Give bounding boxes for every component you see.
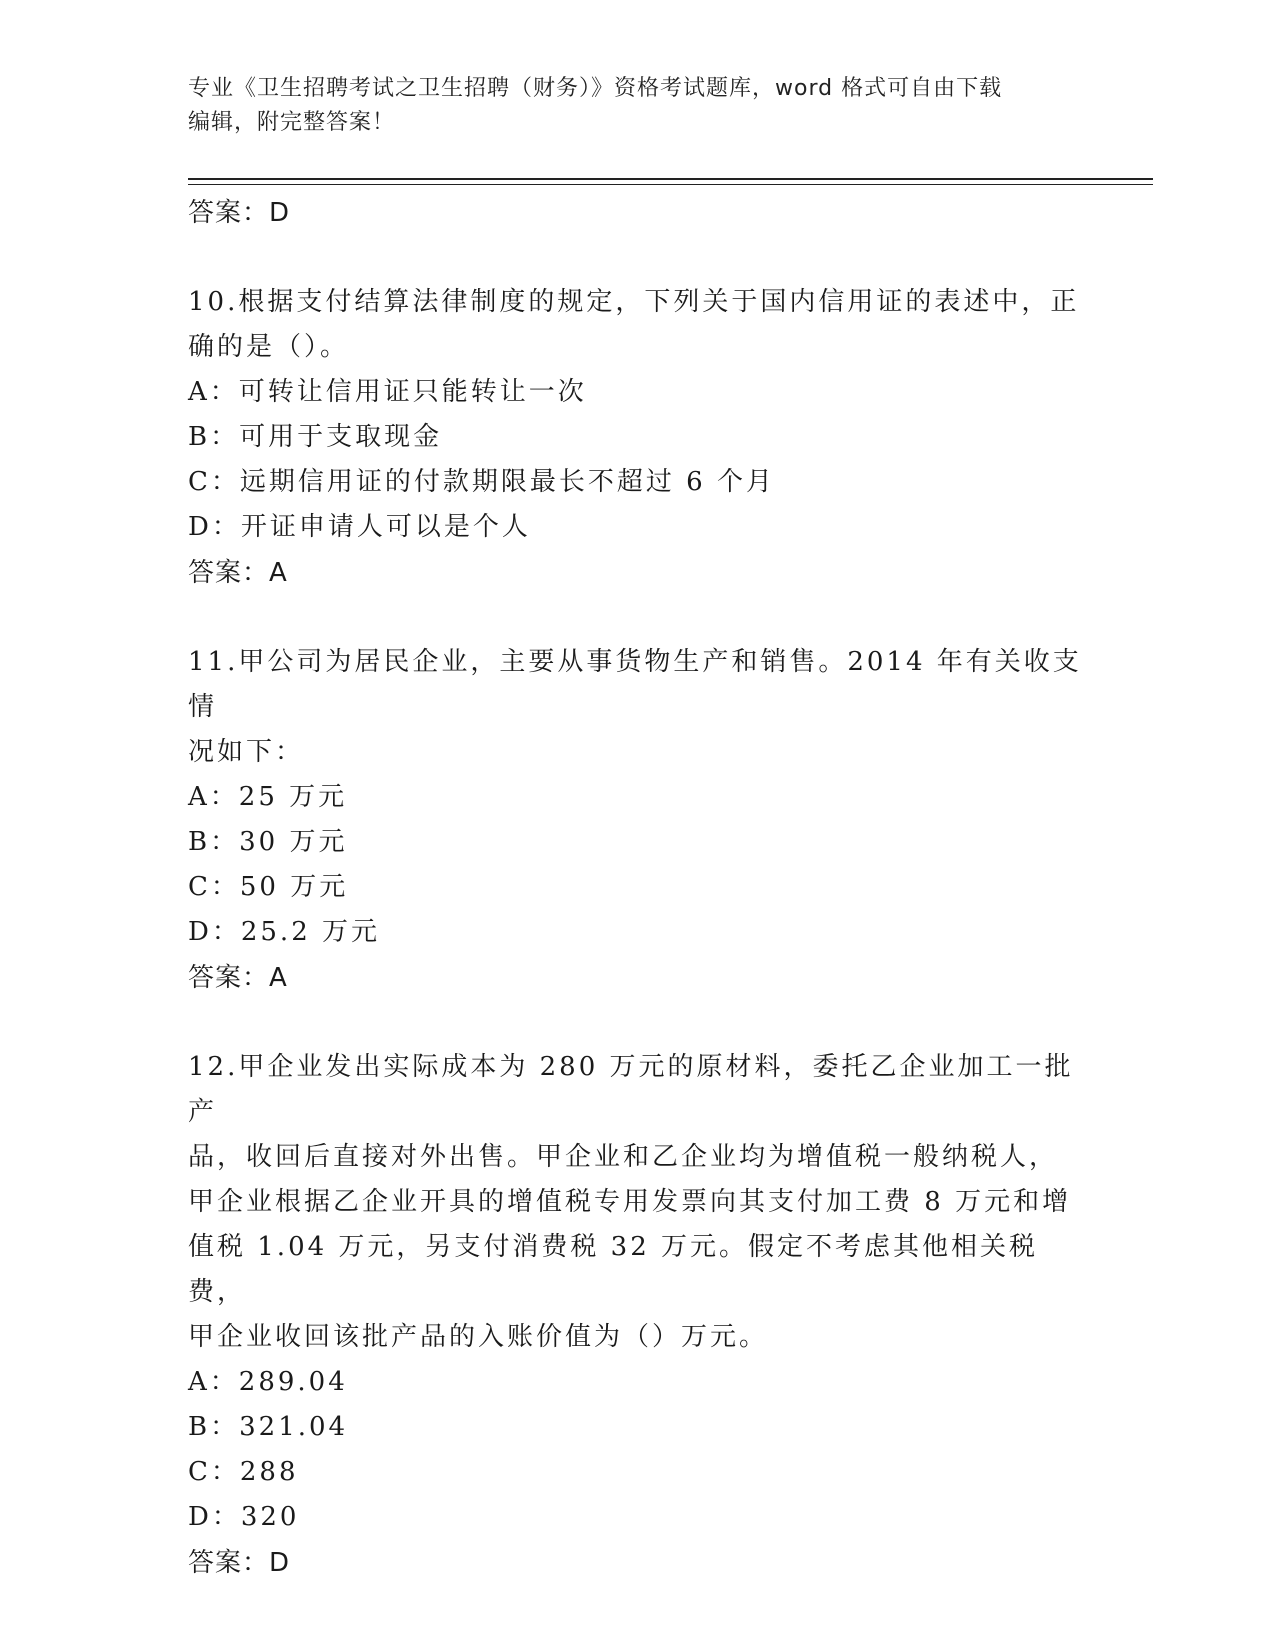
stem-line: 确的是（）。 xyxy=(188,332,350,362)
question-11 xyxy=(188,640,1088,1001)
header-divider-thin xyxy=(188,184,1153,185)
option-b: B：321.04 xyxy=(188,1412,349,1442)
stem-line: 甲企业收回该批产品的入账价值为（）万元。 xyxy=(188,1322,769,1352)
stem-line: 12.甲企业发出实际成本为 280 万元的原材料，委托乙企业加工一批产 xyxy=(188,1052,1074,1127)
answer: 答案：D xyxy=(188,1548,291,1578)
option-d: D：25.2 万元 xyxy=(188,917,381,947)
stem-line: 11.甲公司为居民企业，主要从事货物生产和销售。2014 年有关收支情 xyxy=(188,647,1082,722)
stem-line: 品，收回后直接对外出售。甲企业和乙企业均为增值税一般纳税人， xyxy=(188,1142,1059,1172)
option-a: A：25 万元 xyxy=(188,782,348,812)
previous-answer: 答案：D xyxy=(188,198,291,228)
stem-line: 况如下： xyxy=(188,737,305,767)
header-divider-thick xyxy=(188,178,1153,180)
document-header xyxy=(188,72,1088,140)
option-d: D：320 xyxy=(188,1502,300,1532)
stem-line: 10.根据支付结算法律制度的规定，下列关于国内信用证的表述中，正 xyxy=(188,287,1080,317)
option-b: B：可用于支取现金 xyxy=(188,422,443,452)
document-body xyxy=(188,190,1088,1586)
option-c: C：288 xyxy=(188,1457,299,1487)
option-a: A：289.04 xyxy=(188,1367,348,1397)
option-c: C：50 万元 xyxy=(188,872,349,902)
option-c: C：远期信用证的付款期限最长不超过 6 个月 xyxy=(188,467,775,497)
option-d: D：开证申请人可以是个人 xyxy=(188,512,531,542)
question-stem xyxy=(188,280,1088,370)
stem-line: 甲企业根据乙企业开具的增值税专用发票向其支付加工费 8 万元和增 xyxy=(188,1187,1072,1217)
header-line-1: 专业《卫生招聘考试之卫生招聘（财务）》资格考试题库，word 格式可自由下载 xyxy=(188,76,1003,101)
question-stem xyxy=(188,640,1088,775)
question-10 xyxy=(188,280,1088,596)
answer: 答案：A xyxy=(188,558,288,588)
option-a: A：可转让信用证只能转让一次 xyxy=(188,377,587,407)
answer: 答案：A xyxy=(188,963,288,993)
stem-line: 值税 1.04 万元，另支付消费税 32 万元。假定不考虑其他相关税费， xyxy=(188,1232,1039,1307)
question-stem xyxy=(188,1045,1088,1360)
option-b: B：30 万元 xyxy=(188,827,348,857)
header-line-2: 编辑，附完整答案！ xyxy=(188,110,396,135)
question-12 xyxy=(188,1045,1088,1586)
